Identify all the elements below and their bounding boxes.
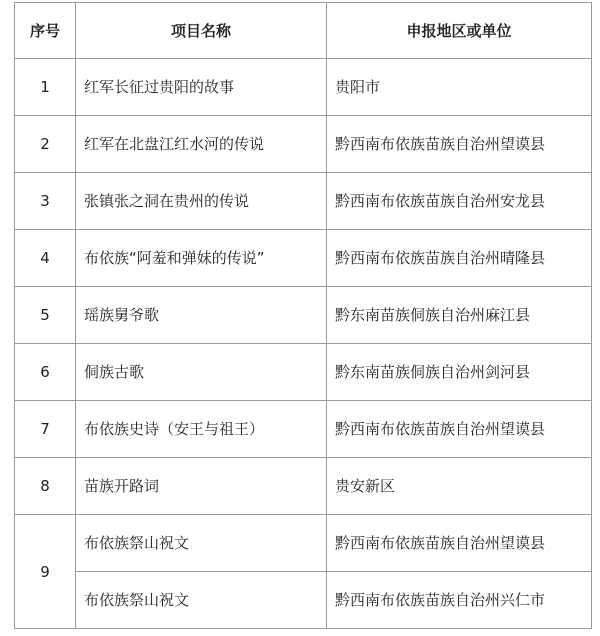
table-row [15,287,592,344]
table-row [15,230,592,287]
cell-region-or-unit: 黔东南苗族侗族自治州麻江县 [327,287,592,344]
cell-project-name: 红军在北盘江红水河的传说 [76,116,327,173]
table-row [15,173,592,230]
cell-project-name: 红军长征过贵阳的故事 [76,59,327,116]
cell-project-name: 侗族古歌 [76,344,327,401]
cell-project-name: 布依族祭山祝文 [76,515,327,572]
cell-project-name: 布依族“阿羞和弹妹的传说” [76,230,327,287]
table-header-row [15,3,592,59]
table-row [15,401,592,458]
cell-serial-number: 9 [15,515,76,629]
header-project-name: 项目名称 [76,3,327,59]
cell-region-or-unit: 黔西南布依族苗族自治州望谟县 [327,401,592,458]
header-region-or-unit: 申报地区或单位 [327,3,592,59]
cell-project-name: 张镇张之洞在贵州的传说 [76,173,327,230]
cell-region-or-unit: 黔东南苗族侗族自治州剑河县 [327,344,592,401]
cell-project-name: 布依族史诗（安王与祖王） [76,401,327,458]
cell-serial-number: 6 [15,344,76,401]
cell-region-or-unit: 黔西南布依族苗族自治州晴隆县 [327,230,592,287]
cell-serial-number: 5 [15,287,76,344]
cell-serial-number: 8 [15,458,76,515]
cell-project-name: 布依族祭山祝文 [76,572,327,629]
cell-project-name: 苗族开路词 [76,458,327,515]
cell-project-name: 瑶族舅爷歌 [76,287,327,344]
table-row [15,59,592,116]
table-row [15,515,592,572]
cell-serial-number: 4 [15,230,76,287]
table-row [15,344,592,401]
table-row [15,116,592,173]
cell-serial-number: 2 [15,116,76,173]
table-row [15,458,592,515]
cell-region-or-unit: 贵安新区 [327,458,592,515]
cell-serial-number: 7 [15,401,76,458]
header-serial-number: 序号 [15,3,76,59]
cell-region-or-unit: 黔西南布依族苗族自治州安龙县 [327,173,592,230]
cell-region-or-unit: 黔西南布依族苗族自治州兴仁市 [327,572,592,629]
cell-region-or-unit: 黔西南布依族苗族自治州望谟县 [327,515,592,572]
cell-region-or-unit: 黔西南布依族苗族自治州望谟县 [327,116,592,173]
cell-region-or-unit: 贵阳市 [327,59,592,116]
cell-serial-number: 3 [15,173,76,230]
project-table [14,2,592,629]
table-row [15,572,592,629]
cell-serial-number: 1 [15,59,76,116]
